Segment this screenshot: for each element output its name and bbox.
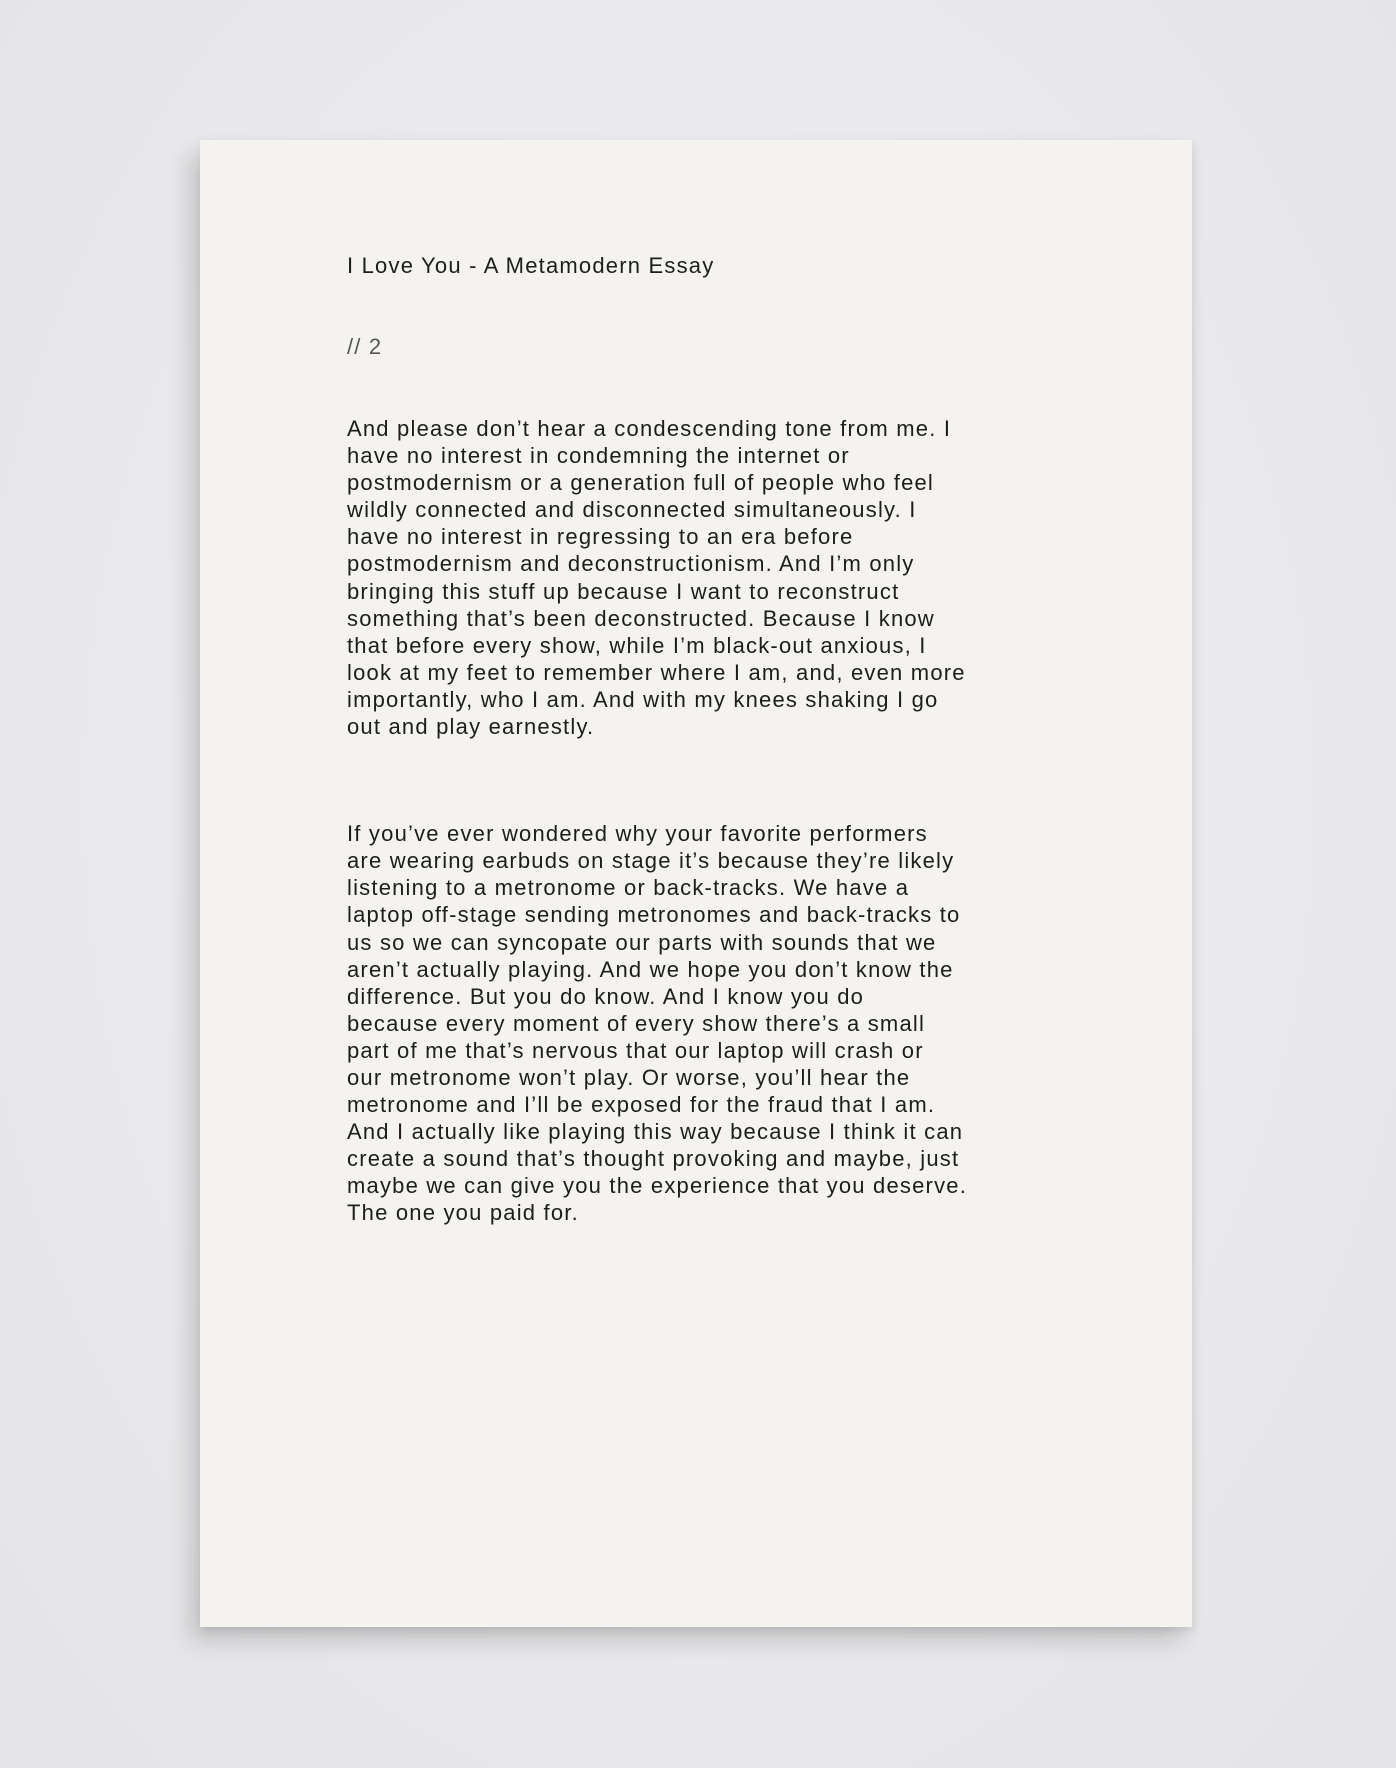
- text-line: out and play earnestly.: [347, 714, 595, 740]
- text-line: wildly connected and disconnected simultaneously. I: [347, 497, 917, 523]
- text-line: listening to a metronome or back-tracks. We have a: [347, 875, 910, 901]
- page-content: [347, 252, 1067, 1227]
- paragraph-2: [347, 820, 1067, 1226]
- text-line: And I actually like playing this way because I think it can: [347, 1119, 964, 1145]
- paragraph-1: [347, 415, 1067, 740]
- text-line: postmodernism and deconstructionism. And I’m only: [347, 551, 915, 577]
- document-title: I Love You - A Metamodern Essay: [347, 253, 715, 278]
- paper-sheet: [200, 140, 1192, 1627]
- text-line: The one you paid for.: [347, 1200, 579, 1226]
- text-line: something that’s been deconstructed. Because I know: [347, 605, 935, 631]
- text-line: have no interest in regressing to an era before: [347, 524, 854, 550]
- text-line: aren’t actually playing. And we hope you don’t know the: [347, 956, 954, 982]
- text-line: importantly, who I am. And with my knees shaking I go: [347, 686, 939, 712]
- text-line: maybe we can give you the experience that you deserve.: [347, 1173, 968, 1199]
- text-line: our metronome won’t play. Or worse, you’ll hear the: [347, 1064, 911, 1090]
- text-line: that before every show, while I’m black-out anxious, I: [347, 632, 927, 658]
- text-line: have no interest in condemning the internet or: [347, 443, 850, 469]
- text-line: us so we can syncopate our parts with sounds that we: [347, 929, 937, 955]
- text-line: If you’ve ever wondered why your favorite performers: [347, 821, 928, 847]
- text-line: are wearing earbuds on stage it’s because they’re likely: [347, 848, 955, 874]
- page-number: // 2: [347, 334, 383, 359]
- text-line: part of me that’s nervous that our laptop will crash or: [347, 1037, 924, 1063]
- text-line: create a sound that’s thought provoking and maybe, just: [347, 1146, 960, 1172]
- text-line: postmodernism or a generation full of people who feel: [347, 470, 935, 496]
- text-line: bringing this stuff up because I want to reconstruct: [347, 578, 900, 604]
- text-line: laptop off-stage sending metronomes and back-tracks to: [347, 902, 961, 928]
- text-line: look at my feet to remember where I am, and, even more: [347, 659, 966, 685]
- text-line: difference. But you do know. And I know you do: [347, 983, 865, 1009]
- text-line: And please don’t hear a condescending tone from me. I: [347, 416, 952, 441]
- text-line: because every moment of every show there’s a small: [347, 1010, 926, 1036]
- text-line: metronome and I’ll be exposed for the fraud that I am.: [347, 1092, 936, 1118]
